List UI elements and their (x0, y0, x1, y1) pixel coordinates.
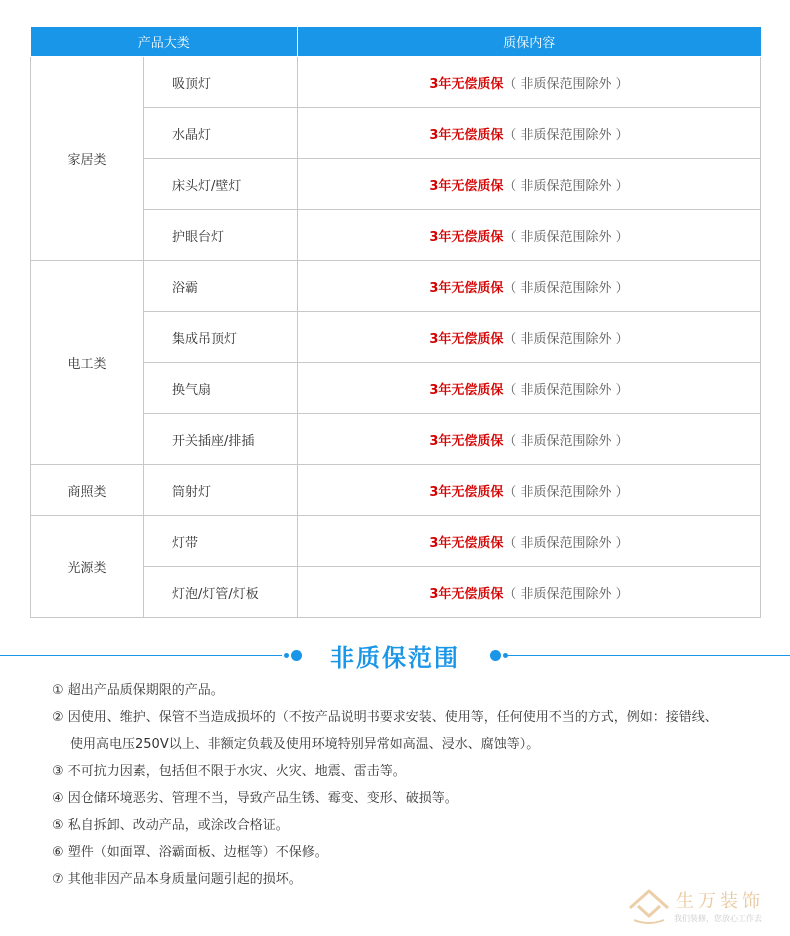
list-item: ③ 不可抗力因素，包括但不限于水灾、火灾、地震、雷击等。 (52, 764, 406, 779)
warranty-cell (298, 516, 761, 567)
product-cell: 吸顶灯 (144, 57, 298, 108)
warranty-term: 3年无偿质保 (429, 280, 504, 296)
warranty-exception-note: （ 非质保范围除外 ） (503, 331, 629, 347)
warranty-term: 3年无偿质保 (429, 229, 504, 245)
product-cell: 集成吊顶灯 (144, 312, 298, 363)
warranty-exception-note: （ 非质保范围除外 ） (503, 76, 629, 92)
brand-name: 生万装饰 (676, 891, 764, 912)
warranty-term: 3年无偿质保 (429, 586, 504, 602)
table-row (31, 516, 761, 567)
warranty-term: 3年无偿质保 (429, 433, 504, 449)
warranty-term: 3年无偿质保 (429, 535, 504, 551)
warranty-cell (298, 261, 761, 312)
warranty-term: 3年无偿质保 (429, 127, 504, 143)
divider-line-right (508, 655, 790, 656)
category-cell: 商照类 (31, 465, 144, 516)
warranty-cell (298, 57, 761, 108)
product-cell: 浴霸 (144, 261, 298, 312)
section-title: 非质保范围 (330, 644, 460, 672)
exclusion-list (52, 677, 772, 893)
product-cell: 灯泡/灯管/灯板 (144, 567, 298, 618)
warranty-term: 3年无偿质保 (429, 178, 504, 194)
list-item: ⑥ 塑件（如面罩、浴霸面板、边框等）不保修。 (52, 845, 328, 860)
product-cell: 开关插座/排插 (144, 414, 298, 465)
category-cell: 家居类 (31, 57, 144, 261)
category-cell: 光源类 (31, 516, 144, 618)
table-row (31, 261, 761, 312)
warranty-cell (298, 108, 761, 159)
product-cell: 水晶灯 (144, 108, 298, 159)
warranty-term: 3年无偿质保 (429, 76, 504, 92)
warranty-exception-note: （ 非质保范围除外 ） (503, 280, 629, 296)
category-cell: 电工类 (31, 261, 144, 465)
warranty-cell (298, 312, 761, 363)
warranty-exception-note: （ 非质保范围除外 ） (503, 127, 629, 143)
product-cell: 床头灯/壁灯 (144, 159, 298, 210)
table-header-row (31, 27, 761, 57)
warranty-cell (298, 159, 761, 210)
list-item: ⑦ 其他非因产品本身质量问题引起的损坏。 (52, 872, 302, 887)
warranty-exception-note: （ 非质保范围除外 ） (503, 229, 629, 245)
warranty-cell (298, 210, 761, 261)
warranty-term: 3年无偿质保 (429, 484, 504, 500)
table-row (31, 465, 761, 516)
warranty-exception-note: （ 非质保范围除外 ） (503, 178, 629, 194)
product-cell: 灯带 (144, 516, 298, 567)
section-divider (0, 636, 790, 676)
warranty-exception-note: （ 非质保范围除外 ） (503, 484, 629, 500)
warranty-table (30, 27, 761, 618)
watermark-logo (624, 884, 784, 930)
list-item: ② 因使用、维护、保管不当造成损坏的（不按产品说明书要求安装、使用等，任何使用不当的方式，例如：接错线、 (52, 710, 718, 725)
warranty-exception-note: （ 非质保范围除外 ） (503, 586, 629, 602)
product-cell: 换气扇 (144, 363, 298, 414)
header-warranty: 质保内容 (298, 27, 761, 57)
warranty-cell (298, 363, 761, 414)
list-item: ① 超出产品质保期限的产品。 (52, 683, 224, 698)
table-row (31, 57, 761, 108)
warranty-cell (298, 567, 761, 618)
warranty-term: 3年无偿质保 (429, 382, 504, 398)
header-category: 产品大类 (31, 27, 298, 57)
warranty-exception-note: （ 非质保范围除外 ） (503, 535, 629, 551)
warranty-exception-note: （ 非质保范围除外 ） (503, 433, 629, 449)
product-cell: 筒射灯 (144, 465, 298, 516)
warranty-cell (298, 414, 761, 465)
warranty-exception-note: （ 非质保范围除外 ） (503, 382, 629, 398)
list-item: ⑤ 私自拆卸、改动产品，或涂改合格证。 (52, 818, 289, 833)
large-dot-icon (490, 650, 501, 661)
product-cell: 护眼台灯 (144, 210, 298, 261)
list-item-continuation: 使用高电压250V以上、非额定负载及使用环境特别异常如高温、浸水、腐蚀等）。 (70, 737, 540, 752)
small-dot-icon (284, 653, 289, 658)
warranty-term: 3年无偿质保 (429, 331, 504, 347)
house-logo-icon (626, 886, 672, 926)
list-item: ④ 因仓储环境恶劣、管理不当，导致产品生锈、霉变、变形、破损等。 (52, 791, 458, 806)
warranty-cell (298, 465, 761, 516)
divider-line-left (0, 655, 282, 656)
brand-slogan: 我们装修，您放心工作去 (674, 914, 762, 923)
